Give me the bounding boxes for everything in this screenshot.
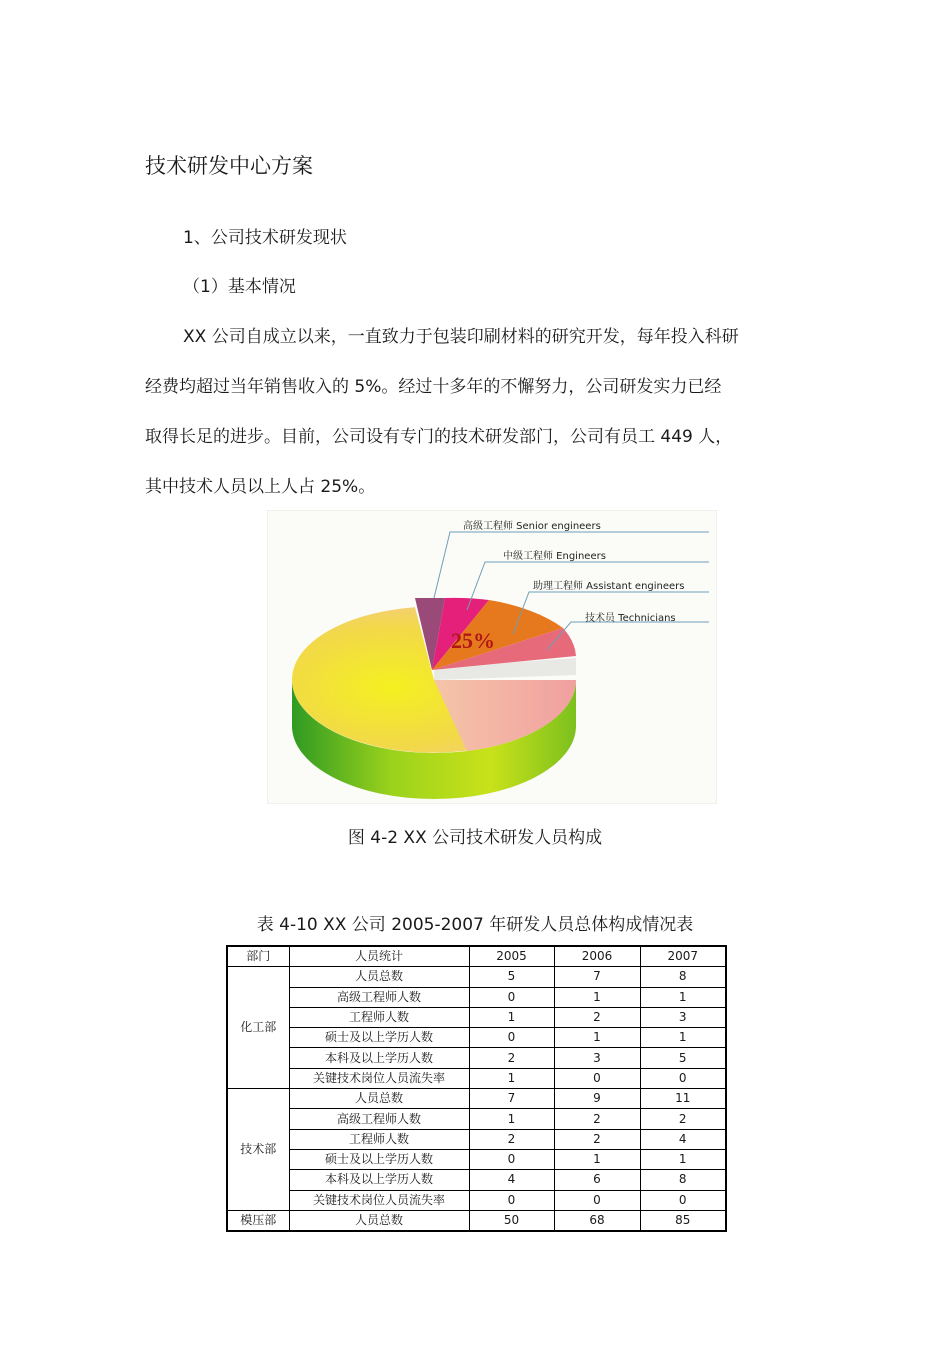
metric-cell: 人员总数 [289, 967, 469, 987]
dept-cell: 化工部 [227, 967, 289, 1089]
value-cell: 2 [554, 1007, 640, 1027]
value-cell: 1 [640, 987, 726, 1007]
value-cell: 9 [554, 1089, 640, 1109]
value-cell: 4 [640, 1129, 726, 1149]
table-row [227, 987, 726, 1007]
legend-label: 高级工程师 Senior engineers [463, 521, 601, 532]
metric-cell: 硕士及以上学历人数 [289, 1149, 469, 1169]
value-cell: 7 [469, 1089, 554, 1109]
value-cell: 0 [469, 1028, 554, 1048]
value-cell: 7 [554, 967, 640, 987]
value-cell: 11 [640, 1089, 726, 1109]
metric-cell: 硕士及以上学历人数 [289, 1028, 469, 1048]
value-cell: 2 [554, 1109, 640, 1129]
table-row [227, 1210, 726, 1231]
header-cell: 2007 [640, 946, 726, 967]
table-row [227, 1048, 726, 1068]
value-cell: 1 [554, 1149, 640, 1169]
value-cell: 0 [469, 1190, 554, 1210]
value-cell: 2 [640, 1109, 726, 1129]
value-cell: 1 [469, 1007, 554, 1027]
value-cell: 5 [469, 967, 554, 987]
table-row [227, 1028, 726, 1048]
metric-cell: 工程师人数 [289, 1007, 469, 1027]
table-row [227, 1190, 726, 1210]
metric-cell: 高级工程师人数 [289, 1109, 469, 1129]
value-cell: 2 [469, 1129, 554, 1149]
metric-cell: 关键技术岗位人员流失率 [289, 1190, 469, 1210]
table-row [227, 1129, 726, 1149]
section-heading: 1、公司技术研发现状 [183, 228, 347, 248]
value-cell: 1 [469, 1109, 554, 1129]
table-row [227, 1007, 726, 1027]
value-cell: 0 [469, 987, 554, 1007]
pie-center-label: 25% [451, 628, 495, 653]
table-row [227, 1068, 726, 1088]
value-cell: 3 [554, 1048, 640, 1068]
metric-cell: 本科及以上学历人数 [289, 1170, 469, 1190]
table-row [227, 1170, 726, 1190]
dept-cell: 模压部 [227, 1210, 289, 1231]
header-cell: 人员统计 [289, 946, 469, 967]
value-cell: 1 [469, 1068, 554, 1088]
metric-cell: 高级工程师人数 [289, 987, 469, 1007]
value-cell: 0 [554, 1068, 640, 1088]
legend-label: 中级工程师 Engineers [503, 551, 606, 562]
metric-cell: 本科及以上学历人数 [289, 1048, 469, 1068]
paragraph-line: XX 公司自成立以来，一直致力于包装印刷材料的研究开发，每年投入科研 [183, 327, 739, 347]
value-cell: 1 [640, 1028, 726, 1048]
legend-label: 技术员 Technicians [585, 613, 676, 624]
subsection-heading: （1）基本情况 [183, 277, 296, 297]
value-cell: 6 [554, 1170, 640, 1190]
value-cell: 8 [640, 967, 726, 987]
figure-caption: 图 4-2 XX 公司技术研发人员构成 [347, 828, 603, 848]
paragraph-line: 其中技术人员以上人占 25%。 [145, 477, 376, 497]
metric-cell: 关键技术岗位人员流失率 [289, 1068, 469, 1088]
value-cell: 50 [469, 1210, 554, 1231]
paragraph-line: 取得长足的进步。目前，公司设有专门的技术研发部门，公司有员工 449 人， [145, 427, 733, 447]
value-cell: 1 [554, 1028, 640, 1048]
value-cell: 8 [640, 1170, 726, 1190]
metric-cell: 工程师人数 [289, 1129, 469, 1149]
value-cell: 0 [640, 1068, 726, 1088]
value-cell: 0 [554, 1190, 640, 1210]
value-cell: 2 [554, 1129, 640, 1149]
legend-label: 助理工程师 Assistant engineers [533, 581, 685, 592]
header-cell: 2006 [554, 946, 640, 967]
value-cell: 1 [554, 987, 640, 1007]
metric-cell: 人员总数 [289, 1089, 469, 1109]
table-row [227, 1109, 726, 1129]
page-title: 技术研发中心方案 [145, 154, 313, 178]
table-row [227, 1089, 726, 1109]
value-cell: 2 [469, 1048, 554, 1068]
dept-cell: 技术部 [227, 1089, 289, 1211]
value-cell: 4 [469, 1170, 554, 1190]
value-cell: 1 [640, 1149, 726, 1169]
metric-cell: 人员总数 [289, 1210, 469, 1231]
staff-table [226, 945, 727, 1232]
paragraph-line: 经费均超过当年销售收入的 5%。经过十多年的不懈努力，公司研发实力已经 [145, 377, 722, 397]
table-caption: 表 4-10 XX 公司 2005-2007 年研发人员总体构成情况表 [256, 915, 694, 935]
value-cell: 85 [640, 1210, 726, 1231]
table-row [227, 967, 726, 987]
pie-figure [267, 510, 717, 804]
header-cell: 部门 [227, 946, 289, 967]
value-cell: 0 [469, 1149, 554, 1169]
value-cell: 3 [640, 1007, 726, 1027]
table-header-row [227, 946, 726, 967]
table-row [227, 1149, 726, 1169]
value-cell: 5 [640, 1048, 726, 1068]
header-cell: 2005 [469, 946, 554, 967]
value-cell: 68 [554, 1210, 640, 1231]
value-cell: 0 [640, 1190, 726, 1210]
